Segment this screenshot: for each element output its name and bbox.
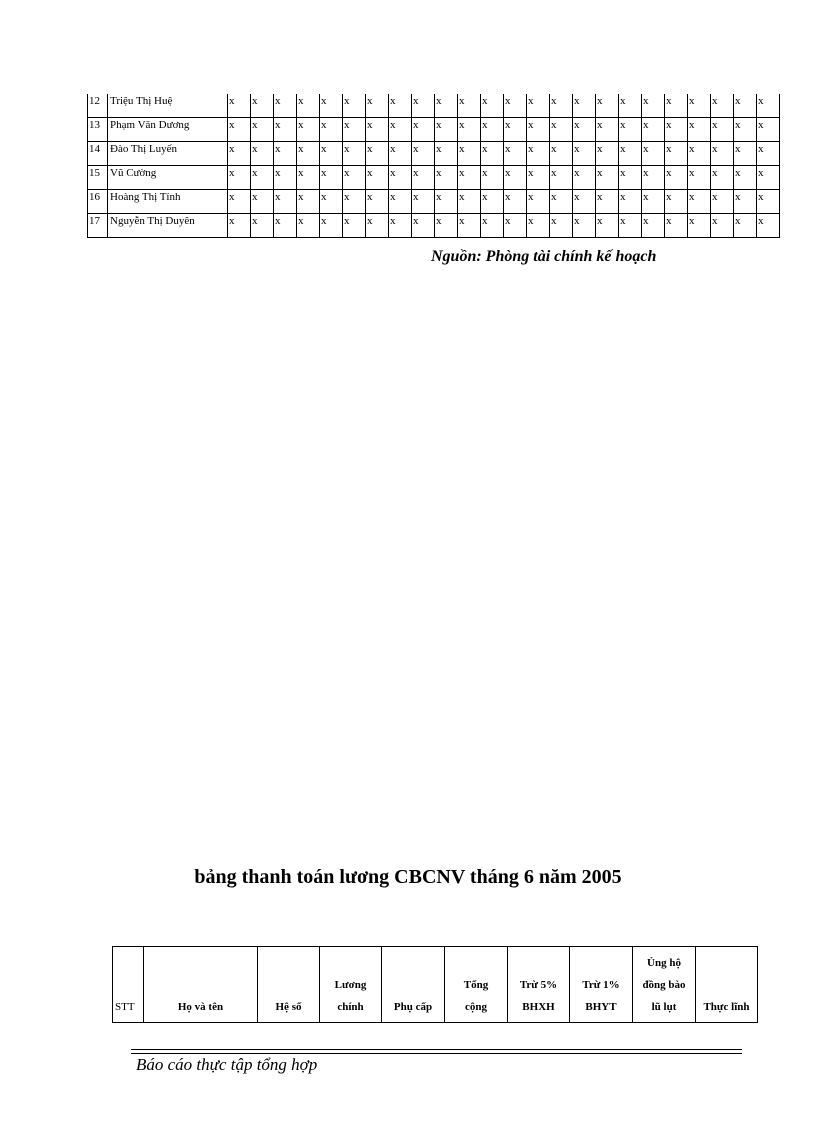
column-header bbox=[445, 947, 508, 1023]
attendance-mark: x bbox=[251, 214, 274, 238]
attendance-mark: x bbox=[642, 142, 665, 166]
column-header bbox=[696, 947, 758, 1023]
attendance-mark: x bbox=[619, 118, 642, 142]
attendance-mark: x bbox=[366, 190, 389, 214]
attendance-mark: x bbox=[274, 94, 297, 118]
attendance-mark: x bbox=[366, 166, 389, 190]
attendance-mark: x bbox=[619, 214, 642, 238]
attendance-mark: x bbox=[504, 142, 527, 166]
attendance-mark: x bbox=[481, 166, 504, 190]
attendance-mark: x bbox=[596, 94, 619, 118]
payroll-title: bảng thanh toán lương CBCNV tháng 6 năm 2005 bbox=[194, 866, 622, 888]
column-header-line: Trừ 5% bbox=[519, 979, 558, 991]
column-header bbox=[258, 947, 320, 1023]
attendance-mark: x bbox=[665, 166, 688, 190]
attendance-mark: x bbox=[228, 94, 251, 118]
attendance-mark: x bbox=[320, 214, 343, 238]
attendance-mark: x bbox=[412, 118, 435, 142]
attendance-mark: x bbox=[297, 94, 320, 118]
attendance-mark: x bbox=[297, 118, 320, 142]
table-row bbox=[88, 214, 780, 238]
attendance-mark: x bbox=[665, 214, 688, 238]
attendance-mark: x bbox=[527, 142, 550, 166]
attendance-mark: x bbox=[711, 214, 734, 238]
row-stt: 17 bbox=[88, 214, 108, 238]
table-row bbox=[88, 94, 780, 118]
attendance-mark: x bbox=[458, 94, 481, 118]
column-header-line: Ủng hộ bbox=[647, 957, 681, 969]
footer-text: Báo cáo thực tập tổng hợp bbox=[136, 1055, 318, 1074]
table-row bbox=[88, 166, 780, 190]
attendance-mark: x bbox=[665, 142, 688, 166]
attendance-mark: x bbox=[734, 214, 757, 238]
attendance-mark: x bbox=[688, 94, 711, 118]
attendance-mark: x bbox=[228, 166, 251, 190]
attendance-mark: x bbox=[757, 166, 780, 190]
attendance-mark: x bbox=[228, 190, 251, 214]
attendance-mark: x bbox=[504, 94, 527, 118]
attendance-mark: x bbox=[504, 118, 527, 142]
attendance-mark: x bbox=[688, 214, 711, 238]
attendance-mark: x bbox=[320, 166, 343, 190]
attendance-mark: x bbox=[412, 142, 435, 166]
attendance-mark: x bbox=[711, 118, 734, 142]
attendance-mark: x bbox=[366, 142, 389, 166]
attendance-mark: x bbox=[389, 166, 412, 190]
column-header bbox=[144, 947, 258, 1023]
attendance-mark: x bbox=[573, 142, 596, 166]
attendance-mark: x bbox=[527, 94, 550, 118]
attendance-mark: x bbox=[573, 214, 596, 238]
attendance-mark: x bbox=[481, 94, 504, 118]
attendance-mark: x bbox=[527, 214, 550, 238]
attendance-mark: x bbox=[481, 214, 504, 238]
attendance-mark: x bbox=[596, 190, 619, 214]
attendance-table bbox=[87, 94, 780, 238]
attendance-mark: x bbox=[458, 214, 481, 238]
attendance-mark: x bbox=[228, 142, 251, 166]
attendance-mark: x bbox=[389, 190, 412, 214]
attendance-mark: x bbox=[573, 166, 596, 190]
column-header-line: Lương bbox=[334, 979, 367, 991]
attendance-mark: x bbox=[642, 166, 665, 190]
row-name: Hoàng Thị Tính bbox=[108, 190, 228, 214]
attendance-mark: x bbox=[757, 214, 780, 238]
attendance-mark: x bbox=[320, 118, 343, 142]
attendance-mark: x bbox=[389, 94, 412, 118]
attendance-mark: x bbox=[688, 166, 711, 190]
attendance-mark: x bbox=[297, 142, 320, 166]
column-header bbox=[382, 947, 445, 1023]
attendance-mark: x bbox=[251, 118, 274, 142]
attendance-mark: x bbox=[412, 166, 435, 190]
attendance-mark: x bbox=[665, 118, 688, 142]
attendance-mark: x bbox=[596, 166, 619, 190]
attendance-mark: x bbox=[596, 118, 619, 142]
attendance-mark: x bbox=[228, 214, 251, 238]
attendance-mark: x bbox=[297, 214, 320, 238]
attendance-mark: x bbox=[619, 166, 642, 190]
attendance-mark: x bbox=[343, 190, 366, 214]
attendance-mark: x bbox=[251, 142, 274, 166]
row-stt: 13 bbox=[88, 118, 108, 142]
attendance-mark: x bbox=[504, 166, 527, 190]
attendance-mark: x bbox=[734, 94, 757, 118]
attendance-mark: x bbox=[412, 190, 435, 214]
attendance-mark: x bbox=[343, 94, 366, 118]
attendance-mark: x bbox=[665, 94, 688, 118]
attendance-mark: x bbox=[458, 166, 481, 190]
attendance-mark: x bbox=[343, 214, 366, 238]
attendance-mark: x bbox=[665, 190, 688, 214]
footer-rule bbox=[131, 1049, 742, 1054]
row-stt: 16 bbox=[88, 190, 108, 214]
attendance-mark: x bbox=[550, 166, 573, 190]
attendance-mark: x bbox=[711, 190, 734, 214]
attendance-mark: x bbox=[550, 94, 573, 118]
attendance-mark: x bbox=[343, 166, 366, 190]
attendance-mark: x bbox=[642, 118, 665, 142]
attendance-mark: x bbox=[688, 118, 711, 142]
row-name: Nguyễn Thị Duyên bbox=[108, 214, 228, 238]
column-header-line: Hệ số bbox=[275, 1001, 302, 1013]
attendance-mark: x bbox=[619, 142, 642, 166]
attendance-mark: x bbox=[343, 142, 366, 166]
column-header-line: Trừ 1% bbox=[582, 979, 620, 991]
attendance-mark: x bbox=[481, 190, 504, 214]
column-header-line: Thực lĩnh bbox=[703, 1001, 750, 1013]
attendance-mark: x bbox=[274, 190, 297, 214]
row-name: Phạm Văn Dương bbox=[108, 118, 228, 142]
source-note: Nguồn: Phòng tài chính kế hoạch bbox=[431, 248, 657, 265]
column-header-line: Họ và tên bbox=[177, 1001, 224, 1013]
attendance-mark: x bbox=[504, 214, 527, 238]
column-header-line: STT bbox=[115, 1001, 135, 1013]
attendance-mark: x bbox=[688, 190, 711, 214]
attendance-mark: x bbox=[274, 214, 297, 238]
attendance-mark: x bbox=[688, 142, 711, 166]
column-header-line: BHYT bbox=[585, 1001, 617, 1013]
attendance-mark: x bbox=[389, 142, 412, 166]
column-header-line: lũ lụt bbox=[651, 1001, 677, 1013]
attendance-mark: x bbox=[642, 94, 665, 118]
attendance-mark: x bbox=[435, 94, 458, 118]
column-header-line: Tổng bbox=[463, 979, 489, 991]
attendance-mark: x bbox=[550, 214, 573, 238]
table-row bbox=[88, 118, 780, 142]
attendance-mark: x bbox=[711, 166, 734, 190]
column-header-line: chính bbox=[337, 1001, 364, 1013]
attendance-mark: x bbox=[527, 118, 550, 142]
attendance-mark: x bbox=[297, 190, 320, 214]
attendance-mark: x bbox=[389, 118, 412, 142]
attendance-mark: x bbox=[251, 166, 274, 190]
row-name: Triệu Thị Huệ bbox=[108, 94, 228, 118]
column-header-line: BHXH bbox=[522, 1001, 555, 1013]
attendance-mark: x bbox=[274, 166, 297, 190]
attendance-mark: x bbox=[642, 214, 665, 238]
attendance-mark: x bbox=[320, 94, 343, 118]
column-header-line: Phụ cấp bbox=[393, 1001, 433, 1013]
attendance-mark: x bbox=[527, 190, 550, 214]
attendance-mark: x bbox=[366, 118, 389, 142]
attendance-mark: x bbox=[458, 190, 481, 214]
attendance-mark: x bbox=[711, 142, 734, 166]
attendance-mark: x bbox=[734, 118, 757, 142]
attendance-mark: x bbox=[458, 142, 481, 166]
column-header bbox=[113, 947, 144, 1023]
attendance-mark: x bbox=[757, 190, 780, 214]
attendance-mark: x bbox=[458, 118, 481, 142]
row-name: Đào Thị Luyến bbox=[108, 142, 228, 166]
column-header bbox=[508, 947, 570, 1023]
table-row bbox=[88, 190, 780, 214]
attendance-mark: x bbox=[343, 118, 366, 142]
attendance-mark: x bbox=[435, 166, 458, 190]
attendance-mark: x bbox=[389, 214, 412, 238]
attendance-mark: x bbox=[504, 190, 527, 214]
attendance-mark: x bbox=[734, 190, 757, 214]
attendance-mark: x bbox=[573, 94, 596, 118]
attendance-mark: x bbox=[297, 166, 320, 190]
row-stt: 15 bbox=[88, 166, 108, 190]
attendance-mark: x bbox=[757, 142, 780, 166]
payroll-table bbox=[112, 946, 758, 1023]
attendance-mark: x bbox=[550, 190, 573, 214]
attendance-mark: x bbox=[596, 214, 619, 238]
attendance-mark: x bbox=[251, 94, 274, 118]
attendance-mark: x bbox=[527, 166, 550, 190]
attendance-mark: x bbox=[412, 214, 435, 238]
row-name: Vũ Cường bbox=[108, 166, 228, 190]
row-stt: 14 bbox=[88, 142, 108, 166]
attendance-mark: x bbox=[550, 118, 573, 142]
attendance-mark: x bbox=[550, 142, 573, 166]
column-header-line: đồng bào bbox=[642, 979, 686, 991]
attendance-mark: x bbox=[435, 214, 458, 238]
attendance-mark: x bbox=[711, 94, 734, 118]
attendance-mark: x bbox=[274, 142, 297, 166]
attendance-mark: x bbox=[251, 190, 274, 214]
attendance-mark: x bbox=[435, 118, 458, 142]
column-header bbox=[570, 947, 633, 1023]
attendance-mark: x bbox=[435, 190, 458, 214]
attendance-mark: x bbox=[734, 142, 757, 166]
table-row bbox=[88, 142, 780, 166]
column-header-line: cộng bbox=[465, 1001, 487, 1013]
attendance-mark: x bbox=[481, 142, 504, 166]
attendance-mark: x bbox=[757, 94, 780, 118]
attendance-mark: x bbox=[228, 118, 251, 142]
attendance-mark: x bbox=[435, 142, 458, 166]
attendance-mark: x bbox=[274, 118, 297, 142]
attendance-mark: x bbox=[481, 118, 504, 142]
column-header bbox=[320, 947, 382, 1023]
attendance-mark: x bbox=[619, 94, 642, 118]
attendance-mark: x bbox=[734, 166, 757, 190]
attendance-mark: x bbox=[412, 94, 435, 118]
attendance-mark: x bbox=[320, 190, 343, 214]
attendance-mark: x bbox=[366, 94, 389, 118]
row-stt: 12 bbox=[88, 94, 108, 118]
attendance-mark: x bbox=[366, 214, 389, 238]
attendance-mark: x bbox=[596, 142, 619, 166]
column-header bbox=[633, 947, 696, 1023]
attendance-mark: x bbox=[757, 118, 780, 142]
attendance-mark: x bbox=[573, 118, 596, 142]
attendance-mark: x bbox=[619, 190, 642, 214]
attendance-mark: x bbox=[320, 142, 343, 166]
attendance-mark: x bbox=[642, 190, 665, 214]
attendance-mark: x bbox=[573, 190, 596, 214]
